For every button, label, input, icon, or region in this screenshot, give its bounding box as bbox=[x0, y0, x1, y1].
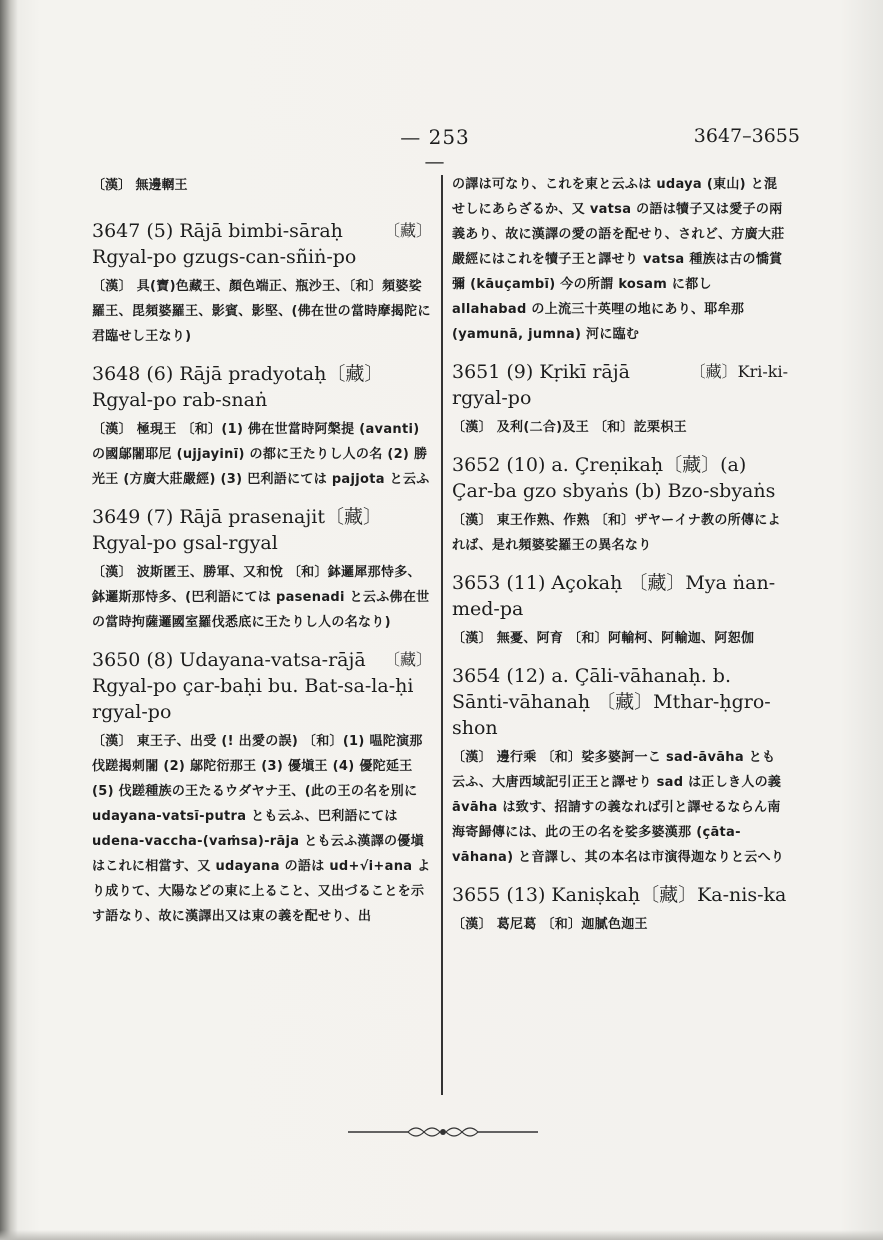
entry-body: 〔漢〕 極現王 〔和〕(1) 佛在世當時阿槃提 (avanti) の國鄔闍耶尼 (ujjayinī) の都に王たりし人の名 (2) 勝光王 (方廣大莊嚴經) (3) 巴利語にては pajjota と云ふ bbox=[92, 422, 430, 487]
entry-head-continued: rgyal-po bbox=[452, 387, 532, 409]
entry-body: 〔漢〕 具(寶)色藏王、顏色端正、瓶沙王、〔和〕頻婆娑羅王、毘頻婆羅王、影賓、影堅、(佛在世の當時摩揭陀に君臨せし王なり) bbox=[92, 279, 431, 344]
entry-head-continued: Rgyal-po gzugs-can-sñiṅ-po bbox=[92, 246, 357, 268]
entry-headword: 3653 (11) Açokaḥ 〔藏〕Mya ṅan-med-pa bbox=[452, 572, 776, 620]
entry-body: 〔漢〕 東王作熟、作熟 〔和〕ザヤーイナ教の所傳によれば、是れ頻婆娑羅王の異名なり bbox=[452, 513, 781, 553]
entry-3650 bbox=[92, 647, 432, 929]
left-column bbox=[92, 172, 432, 941]
entry-body: 〔漢〕 及利(二合)及王 〔和〕訖栗枳王 bbox=[452, 420, 687, 435]
intro-line: 〔漢〕 無邊輞王 bbox=[92, 178, 188, 193]
entry-3655 bbox=[452, 882, 788, 937]
entry-body: 〔漢〕 波斯匿王、勝軍、又和悅 〔和〕鉢邏犀那恃多、鉢邏斯那恃多、(巴利語にては pasenadi と云ふ佛在世の當時拘薩邏國室羅伐悉底に王たりし人の名なり) bbox=[92, 565, 430, 630]
entry-headword: 3647 (5) Rājā bimbi-sāraḥ bbox=[92, 220, 343, 242]
entry-body: 〔漢〕 邊行乘 〔和〕娑多婆訶一こ sad-āvāha とも云ふ、大唐西域記引正王と譯せり sad は正しき人の義 āvāha は致す、招請すの義なれば引と譯せるならん南海寄歸傳には、此の王の名を娑多婆漢那 (çāta-vāhana) と音譯し、其の本名は市演得迦なりと云へり bbox=[452, 750, 785, 865]
entry-headword: 3650 (8) Udayana-vatsa-rājā bbox=[92, 649, 366, 671]
entry-head bbox=[92, 218, 432, 244]
entry-body: 〔漢〕 葛尼葛 〔和〕迦膩色迦王 bbox=[452, 917, 648, 932]
entry-headword: 3654 (12) a. Çāli-vāhanaḥ. b. Sānti-vāhanaḥ 〔藏〕Mthar-ḥgro-shon bbox=[452, 665, 771, 739]
entry-head-continued: Rgyal-po çar-baḥi bu. Bat-sa-la-ḥi rgyal-po bbox=[92, 675, 414, 723]
entry-headword: 3649 (7) Rājā prasenajit〔藏〕Rgyal-po gsal-rgyal bbox=[92, 506, 382, 554]
entry-3652 bbox=[452, 452, 788, 558]
entry-body: 〔漢〕 無憂、阿育 〔和〕阿輸柯、阿輸迦、阿恕伽 bbox=[452, 631, 755, 646]
entry-body: 〔漢〕 東王子、出受 (! 出愛の誤) 〔和〕(1) 嗢陀演那伐蹉揭刺闍 (2) 鄔陀衍那王 (3) 優塡王 (4) 優陀延王 (5) 伐蹉種族の王たるウダヤナ王、(此の王の名を別に udayana-vatsī-putra とも云ふ、巴利語にては udena-vaccha-(vaṁsa)-rāja とも云ふ漢譯の優塡はこれに相當す、又 udayana の語は ud+√i+ana より成りて、大陽などの東に上ること、又出づることを示す語なり、故に漢譯出又は東の義を配せり、出 bbox=[92, 734, 431, 924]
page-binding-shadow bbox=[0, 0, 18, 1240]
entry-headword: 3651 (9) Kṛikī rājā bbox=[452, 361, 630, 383]
entry-range: 3647–3655 bbox=[693, 125, 800, 147]
right-column bbox=[452, 172, 788, 949]
entry-headword: 3655 (13) Kaniṣkaḥ〔藏〕Ka-nis-ka bbox=[452, 884, 787, 906]
entry-3648 bbox=[92, 361, 432, 492]
tibetan-label: 〔藏〕Kri-ki- bbox=[689, 362, 788, 381]
tibetan-label: 〔藏〕 bbox=[383, 650, 432, 669]
entry-head bbox=[452, 359, 788, 385]
entry-3654 bbox=[452, 663, 788, 870]
entry-3649 bbox=[92, 504, 432, 635]
entry-3647 bbox=[92, 218, 432, 349]
entry-3653 bbox=[452, 570, 788, 651]
entry-headword: 3652 (10) a. Çreṇikaḥ〔藏〕(a) Çar-ba gzo sbyaṅs (b) Bzo-sbyaṅs bbox=[452, 454, 776, 502]
tibetan-label: 〔藏〕 bbox=[383, 221, 432, 240]
ornamental-divider bbox=[348, 1122, 538, 1142]
entry-headword: 3648 (6) Rājā pradyotaḥ〔藏〕Rgyal-po rab-snaṅ bbox=[92, 363, 384, 411]
entry-head bbox=[92, 647, 432, 673]
continued-text: の譯は可なり、これを東と云ふは udaya (東山) と混せしにあらざるか、又 vatsa の語は犢子又は愛子の兩義あり、故に漢譯の愛の語を配せり、されど、方廣大莊嚴經にはこれを犢子王と譯せり vatsa 種族は古の憍賞彌 (kāuçambī) 今の所謂 kosam に都し allahabad の上流三十英哩の地にあり、耶牟那 (yamunā, jumna) 河に臨む bbox=[452, 177, 785, 342]
entry-3651 bbox=[452, 359, 788, 440]
page-bottom-shadow bbox=[0, 1230, 883, 1240]
column-divider bbox=[441, 175, 443, 1095]
page-number: — 253 — bbox=[400, 125, 470, 173]
